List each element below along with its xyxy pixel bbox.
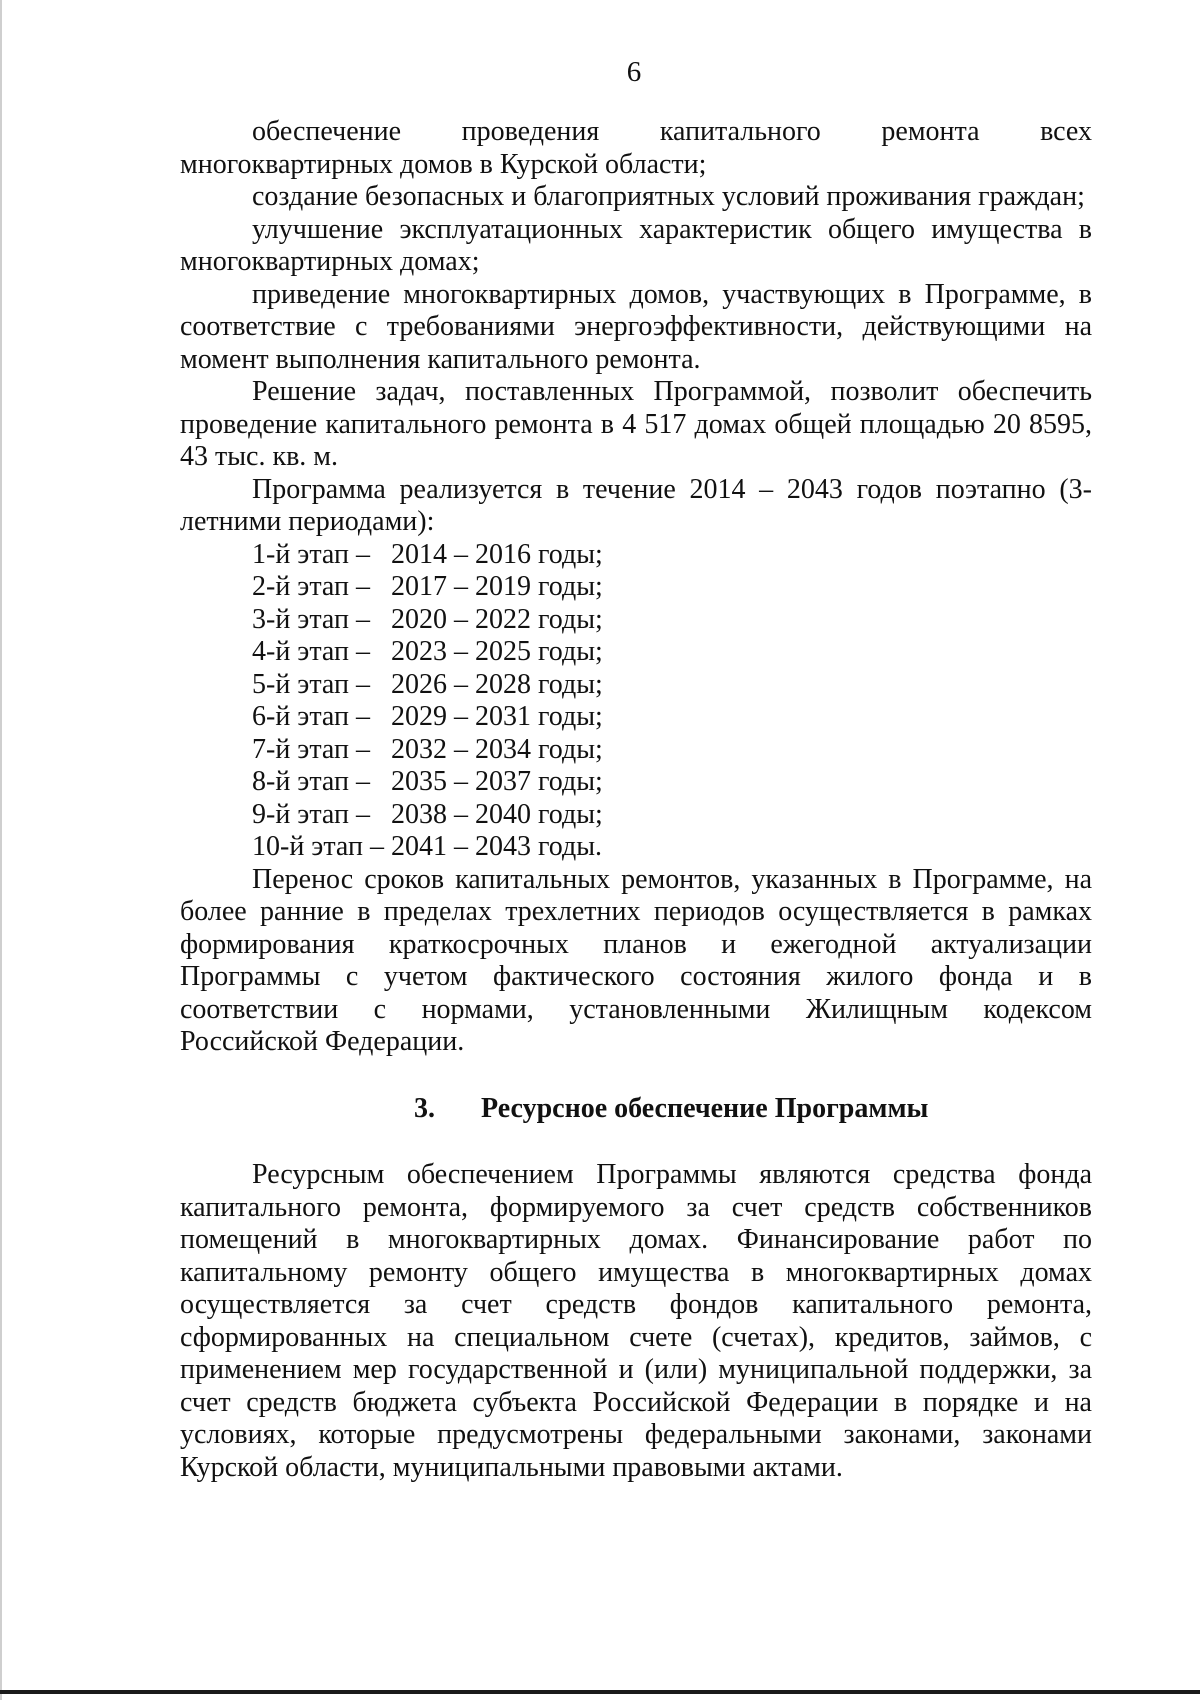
stage-years: 2035 – 2037 годы; xyxy=(391,766,603,797)
stage-years: 2017 – 2019 годы; xyxy=(391,571,603,602)
page-number: 6 xyxy=(626,56,642,88)
stage-item xyxy=(180,571,1092,604)
stage-label: 5-й этап – xyxy=(252,668,370,700)
stage-label: 2-й этап – xyxy=(252,571,370,602)
transfer-note-paragraph: Перенос сроков капитальных ремонтов, указанных в Программе, на более ранние в пределах трехлетних периодов осуществляется в рамках формирования краткосрочных планов и ежегодной актуализации Программы с учетом фактического состояния жилого фонда и в соответствии с нормами, установленными Жилищным кодексом Российской Федерации. xyxy=(180,863,1092,1057)
stage-item xyxy=(180,669,1092,702)
section-heading xyxy=(180,1093,1092,1126)
goal-paragraph: улучшение эксплуатационных характеристик общего имущества в многоквартирных домах; xyxy=(180,213,1092,277)
section-body-paragraph: Ресурсным обеспечением Программы являются средства фонда капитального ремонта, формируемого за счет средств собственников помещений в многоквартирных домах. Финансирование работ по капитальному ремонту общего имущества в многоквартирных домах осуществляется за счет средств фондов капитального ремонта, сформированных на специальном счете (счетах), кредитов, займов, с применением мер государственной и (или) муниципальной поддержки, за счет средств бюджета субъекта Российской Федерации в порядке и на условиях, которые предусмотрены федеральными законами, законами Курской области, муниципальными правовыми актами. xyxy=(180,1159,1092,1483)
tasks-result-paragraph: Решение задач, поставленных Программой, позволит обеспечить проведение капитального ремонта в 4 517 домах общей площадью 20 8595, 43 тыс. кв. м. xyxy=(180,376,1092,472)
stage-label: 7-й этап – xyxy=(252,733,370,765)
stage-label: 1-й этап – xyxy=(252,538,370,570)
stage-label: 4-й этап – xyxy=(252,636,370,667)
stage-item xyxy=(180,604,1092,637)
goal-paragraph: приведение многоквартирных домов, участвующих в Программе, в соответствие с требованиями энергоэффективности, действующими на момент выполнения капитального ремонта. xyxy=(180,278,1092,375)
stage-item xyxy=(180,831,1092,864)
stage-item xyxy=(180,701,1092,734)
stage-item xyxy=(180,766,1092,799)
stage-years: 2041 – 2043 годы. xyxy=(391,831,603,862)
scan-edge-left xyxy=(0,0,2,1700)
stage-years: 2014 – 2016 годы; xyxy=(391,538,603,570)
stage-item xyxy=(180,539,1092,572)
section-number: 3. xyxy=(414,1092,435,1124)
stage-list xyxy=(180,539,1092,864)
scan-edge-bottom xyxy=(0,1690,1200,1694)
stage-label: 10-й этап – xyxy=(252,831,384,862)
section-title: Ресурсное обеспечение Программы xyxy=(481,1092,929,1124)
stage-item xyxy=(180,799,1092,832)
goal-paragraph: создание безопасных и благоприятных условий проживания граждан; xyxy=(252,181,1085,212)
stage-item xyxy=(180,636,1092,669)
stage-years: 2023 – 2025 годы; xyxy=(391,636,603,667)
stage-label: 3-й этап – xyxy=(252,603,370,635)
stage-years: 2020 – 2022 годы; xyxy=(391,603,603,635)
stage-years: 2026 – 2028 годы; xyxy=(391,668,603,700)
stage-label: 8-й этап – xyxy=(252,766,370,797)
goal-paragraph: обеспечение проведения капитального ремонта всех многоквартирных домов в Курской области; xyxy=(180,116,1092,180)
document-body xyxy=(180,116,1092,1484)
stage-label: 9-й этап – xyxy=(252,798,370,830)
stage-years: 2029 – 2031 годы; xyxy=(391,701,603,732)
stage-label: 6-й этап – xyxy=(252,701,370,732)
stage-item xyxy=(180,734,1092,767)
stage-years: 2038 – 2040 годы; xyxy=(391,798,603,830)
period-intro-paragraph: Программа реализуется в течение 2014 – 2043 годов поэтапно (3-летними периодами): xyxy=(180,473,1092,537)
stage-years: 2032 – 2034 годы; xyxy=(391,733,603,765)
